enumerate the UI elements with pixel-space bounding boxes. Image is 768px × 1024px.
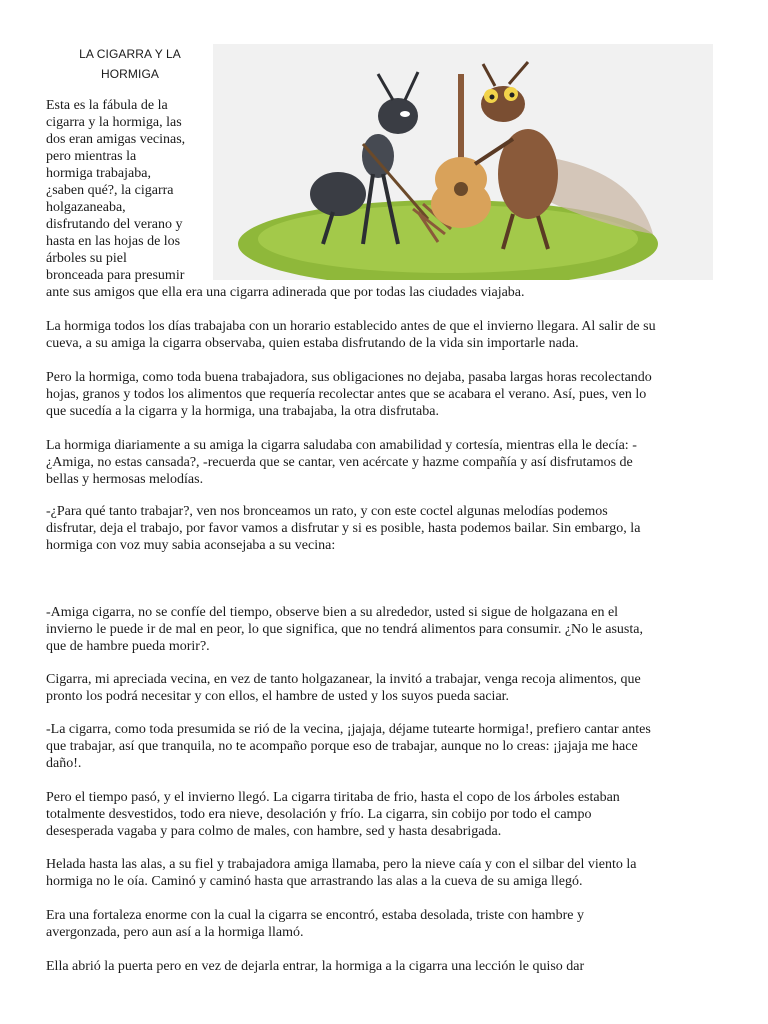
paragraph-line: Era una fortaleza enorme con la cual la cigarra se encontró, estaba desolada, triste con hambre y [46,908,584,923]
story-paragraph [46,721,726,772]
intro-line: dos eran amigas vecinas, [46,132,186,147]
title-line-2: HORMIGA [100,67,160,81]
story-paragraph [46,318,726,352]
paragraph-line: Ella abrió la puerta pero en vez de dejarla entrar, la hormiga a la cigarra una lección le quiso dar [46,959,585,974]
intro-line: hormiga trabajaba, [46,166,151,181]
paragraph-line: hojas, granos y todos los alimentos que requería recolectar antes que se acabara el verano. Así, pues, ven lo [46,387,647,402]
story-paragraph [46,437,726,488]
intro-line: ¿saben qué?, la cigarra [46,183,174,198]
paragraph-line: totalmente desvestidos, todo era nieve, desolación y frío. La cigarra, sin cobijo por todo el campo [46,807,592,822]
story-paragraph [46,958,726,975]
story-paragraph [46,856,726,890]
intro-paragraph-tail: ante sus amigos que ella era una cigarra adinerada que por todas las ciudades viajaba. [46,285,525,300]
paragraph-line: invierno le puede ir de mal en peor, lo que significa, que no tendrá alimentos para consumir. ¿No le asusta, [46,622,643,637]
paragraph-line: La hormiga todos los días trabajaba con un horario establecido antes de que el invierno llegara. Al salir de su [46,319,656,334]
paragraph-line: Helada hasta las alas, a su fiel y trabajadora amiga llamaba, pero la nieve caía y con el silbar del viento la [46,857,637,872]
ant-thorax [362,134,394,178]
ant-and-cicada-illustration [213,44,713,280]
paragraph-line: disfrutar, deja el trabajo, por favor vamos a disfrutar y si es posible, hasta podemos bailar. Sin embargo, la [46,521,641,536]
story-paragraph [46,789,726,840]
paragraph-line: que trabajar, así que tranquila, no te acompaño porque eso de trabajar, aunque no lo creas: ¡jajaja me hace [46,739,638,754]
paragraph-line: -Amiga cigarra, no se confíe del tiempo, observe bien a su alrededor, usted si sigue de holgazana en el [46,605,619,620]
paragraph-line: -¿Para qué tanto trabajar?, ven nos bronceamos un rato, y con este coctel algunas melodías podemos [46,504,608,519]
intro-line: cigarra y la hormiga, las [46,115,182,130]
intro-paragraph [46,97,214,284]
story-paragraph [46,604,726,655]
paragraph-line: avergonzada, pero aun así a la hormiga llamó. [46,925,304,940]
intro-line: pero mientras la [46,149,137,164]
paragraph-line: cueva, a su amiga la cigarra observaba, quien estaba disfrutando de la vida sin importarle nada. [46,336,579,351]
story-paragraph [46,907,726,941]
paragraph-line: daño!. [46,756,82,771]
intro-line: hasta en las hojas de los [46,234,181,249]
story-paragraph [46,671,726,705]
paragraph-line: La hormiga diariamente a su amiga la cigarra saludaba con amabilidad y cortesía, mientras ella le decía: - [46,438,637,453]
paragraph-line: que sucedía a la cigarra y la hormiga, una trabajaba, la otra disfrutaba. [46,404,439,419]
paragraph-line: hormiga no le oía. Caminó y caminó hasta que arrastrando las alas a la cueva de su amiga llegó. [46,874,583,889]
paragraph-line: Pero el tiempo pasó, y el invierno llegó. La cigarra tiritaba de frio, hasta el copo de los árboles estaban [46,790,620,805]
ant-head [378,98,418,134]
cicada-pupil-right [510,93,515,98]
guitar-soundhole [454,182,468,196]
paragraph-line: desesperada vagaba y para colmo de males, con hambre, sed y hasta desabrigada. [46,824,502,839]
title-line-1: LA CIGARRA Y LA [79,47,181,61]
ant-eye [400,111,410,117]
paragraph-line: que de hambre pueda morir?. [46,639,210,654]
story-paragraph [46,503,726,554]
paragraph-line: ¿Amiga, no estas cansada?, -recuerda que se cantar, ven acércate y hazme compañía y así disfrutamos de [46,455,633,470]
illustration-svg [213,44,713,280]
intro-line: disfrutando del verano y [46,217,183,232]
intro-line: bronceada para presumir [46,268,185,283]
cicada-pupil-left [490,95,495,100]
intro-line: Esta es la fábula de la [46,98,168,113]
guitar-neck [458,74,464,164]
paragraph-line: Pero la hormiga, como toda buena trabajadora, sus obligaciones no dejaba, pasaba largas horas recolectando [46,370,652,385]
paragraph-line: bellas y hermosas melodías. [46,472,204,487]
paragraph-line: pronto los podrá necesitar y con ellos, el hambre de usted y los suyos pueda saciar. [46,689,510,704]
ant-abdomen [310,172,366,216]
page-title [46,44,214,84]
intro-line: árboles su piel [46,251,127,266]
paragraph-line: -La cigarra, como toda presumida se rió de la vecina, ¡jajaja, déjame tutearte hormiga!, prefiero cantar antes [46,722,651,737]
paragraph-line: hormiga con voz muy sabia aconsejaba a su vecina: [46,538,336,553]
story-paragraph [46,369,726,420]
paragraph-line: Cigarra, mi apreciada vecina, en vez de tanto holgazanear, la invitó a trabajar, venga recoja alimentos, que [46,672,641,687]
intro-line: holgazaneaba, [46,200,126,215]
